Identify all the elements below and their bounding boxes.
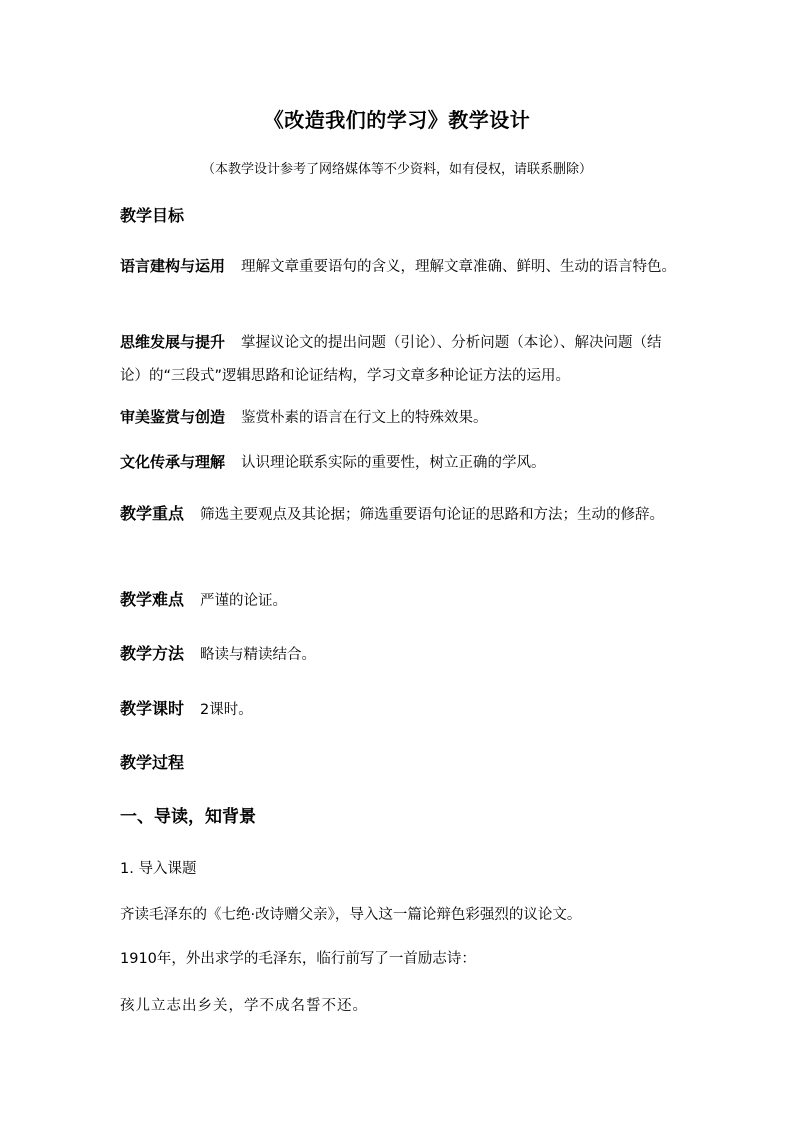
paragraph-2 xyxy=(120,942,680,975)
goals-heading-text: 教学目标 xyxy=(120,206,185,225)
difficulty xyxy=(120,584,680,617)
section1-heading-text: 一、导读，知背景 xyxy=(120,807,256,827)
goal-item-thinking xyxy=(120,326,680,392)
poem-line xyxy=(120,989,680,1022)
goal-item-aesthetic xyxy=(120,401,680,434)
document-title: 《改造我们的学习》教学设计 xyxy=(263,108,531,132)
goal-text: 掌握议论文的提出问题（引论）、分析问题（本论）、解决问题（结论）的“三段式”逻辑思路和论证结构，学习文章多种论证方法的运用。 xyxy=(120,335,662,384)
goal-item-language xyxy=(120,250,680,283)
method xyxy=(120,638,680,671)
process-heading-text: 教学过程 xyxy=(120,753,185,772)
goal-text: 鉴赏朴素的语言在行文上的特殊效果。 xyxy=(241,410,488,426)
step1-text: 1. 导入课题 xyxy=(120,861,197,877)
paragraph-1-text: 齐读毛泽东的《七绝·改诗赠父亲》，导入这一篇论辩色彩强烈的议论文。 xyxy=(120,907,582,923)
goal-text: 理解文章重要语句的含义，理解文章准确、鲜明、生动的语言特色。 xyxy=(241,259,677,275)
key-point xyxy=(120,497,680,532)
paragraph-1 xyxy=(120,898,680,931)
goal-label: 语言建构与运用 xyxy=(120,257,226,275)
goal-item-culture xyxy=(120,446,680,479)
hours-label: 教学课时 xyxy=(120,699,185,718)
goal-label: 审美鉴赏与创造 xyxy=(120,408,226,426)
section1-heading xyxy=(120,801,680,833)
key-point-text: 筛选主要观点及其论据；筛选重要语句论证的思路和方法；生动的修辞。 xyxy=(200,507,665,523)
method-text: 略读与精读结合。 xyxy=(200,647,317,663)
step1 xyxy=(120,852,680,885)
goals-heading xyxy=(120,200,680,232)
hours-text: 2课时。 xyxy=(200,702,253,718)
difficulty-text: 严谨的论证。 xyxy=(200,593,288,609)
process-heading xyxy=(120,747,680,779)
method-label: 教学方法 xyxy=(120,644,185,663)
poem-line-text: 孩儿立志出乡关，学不成名誓不还。 xyxy=(120,998,368,1014)
goal-text: 认识理论联系实际的重要性，树立正确的学风。 xyxy=(241,455,546,471)
difficulty-label: 教学难点 xyxy=(120,590,185,609)
goal-label: 文化传承与理解 xyxy=(120,453,226,471)
goal-label: 思维发展与提升 xyxy=(120,333,226,351)
paragraph-2-text: 1910年，外出求学的毛泽东，临行前写了一首励志诗： xyxy=(120,951,476,967)
hours xyxy=(120,693,680,726)
key-point-label: 教学重点 xyxy=(120,504,185,523)
copyright-note: （本教学设计参考了网络媒体等不少资料，如有侵权，请联系删除） xyxy=(201,162,592,177)
